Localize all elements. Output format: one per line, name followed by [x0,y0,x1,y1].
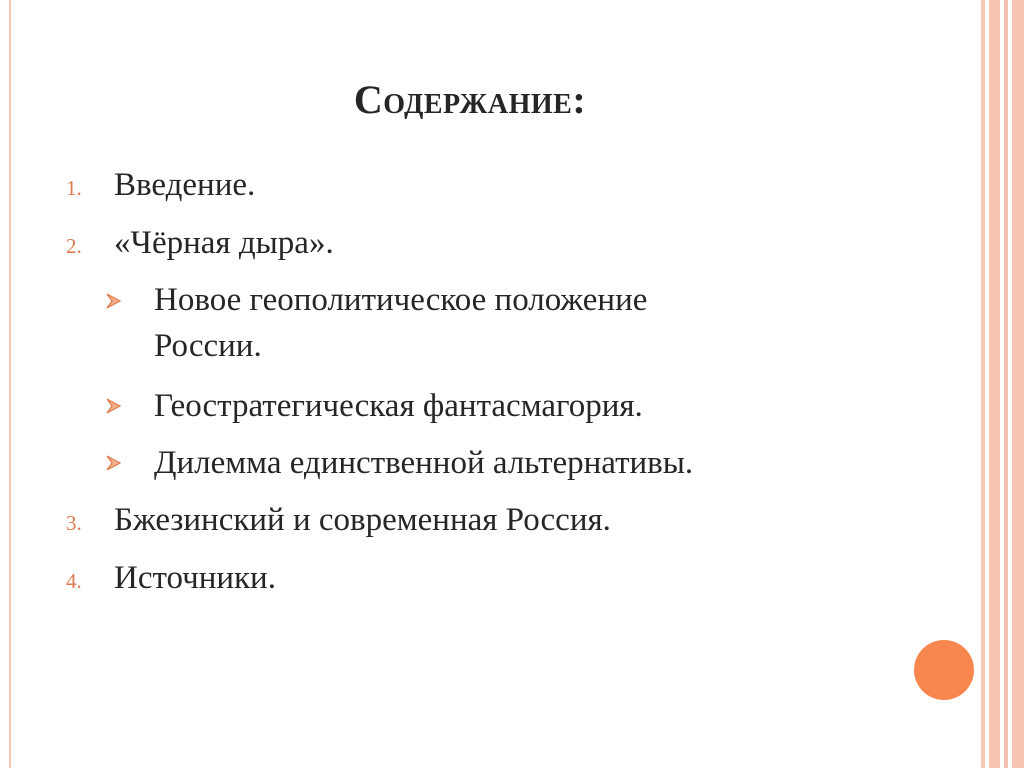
right-stripe-3 [1004,0,1008,768]
slide-title: Содержание: [353,77,587,122]
list-number-1: 1. [66,176,82,200]
arrow-bullet-icon [105,397,123,415]
arrow-bullet-icon [105,292,123,310]
decorative-circle [914,640,974,700]
list-item-1: Введение. [114,167,256,203]
right-stripe-4 [1012,0,1024,768]
list-number-4: 4. [66,569,82,593]
list-number-2: 2. [66,234,82,258]
right-stripe-2 [989,0,1000,768]
arrow-bullet-icon [105,454,123,472]
right-stripe-1 [981,0,985,768]
list-item-3: Бжезинский и современная Россия. [114,502,611,538]
sub-item-1-line1: Новое геополитическое положение [154,282,648,318]
sub-item-2: Геостратегическая фантасмагория. [154,388,643,424]
list-item-2: «Чёрная дыра». [114,225,334,261]
sub-item-3: Дилемма единственной альтернативы. [154,445,694,481]
sub-item-1-line2: России. [154,328,262,364]
list-number-3: 3. [66,511,82,535]
list-item-4: Источники. [114,560,276,596]
